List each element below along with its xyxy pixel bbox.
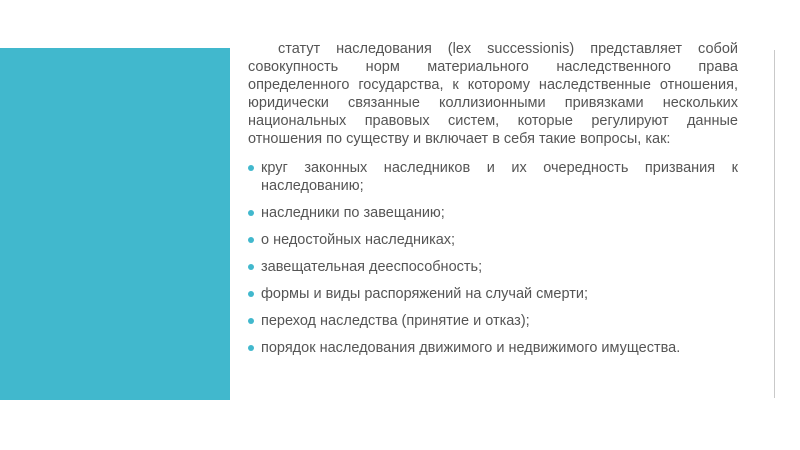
vertical-divider	[774, 50, 775, 398]
bullet-text: круг законных наследников и их очередность призвания к наследованию;	[261, 160, 738, 194]
list-item	[248, 258, 738, 276]
list-item	[248, 231, 738, 249]
bullet-text: порядок наследования движимого и недвижимого имущества.	[261, 340, 681, 356]
bullet-icon	[248, 291, 254, 297]
list-item	[248, 285, 738, 303]
slide-content	[248, 40, 738, 366]
bullet-text: завещательная дееспособность;	[261, 259, 483, 275]
bullet-icon	[248, 165, 254, 171]
bullet-icon	[248, 318, 254, 324]
list-item	[248, 312, 738, 330]
bullet-icon	[248, 237, 254, 243]
bullet-text: формы и виды распоряжений на случай смерти;	[261, 286, 588, 302]
bullet-icon	[248, 264, 254, 270]
list-item	[248, 159, 738, 195]
bullet-icon	[248, 345, 254, 351]
accent-band	[0, 48, 230, 400]
bullet-text: наследники по завещанию;	[261, 205, 445, 221]
bullet-list	[248, 159, 738, 357]
bullet-text: о недостойных наследниках;	[261, 232, 456, 248]
bullet-text: переход наследства (принятие и отказ);	[261, 313, 530, 329]
bullet-icon	[248, 210, 254, 216]
intro-paragraph: статут наследования (lex successionis) представляет собой совокупность норм материального наследственного права определенного государства, к которому наследственные отношения, юридически связанные коллизионными привязками нескольких национальных правовых систем, которые регулируют данные отношения по существу и включает в себя такие вопросы, как:	[248, 41, 738, 147]
list-item	[248, 204, 738, 222]
list-item	[248, 339, 738, 357]
